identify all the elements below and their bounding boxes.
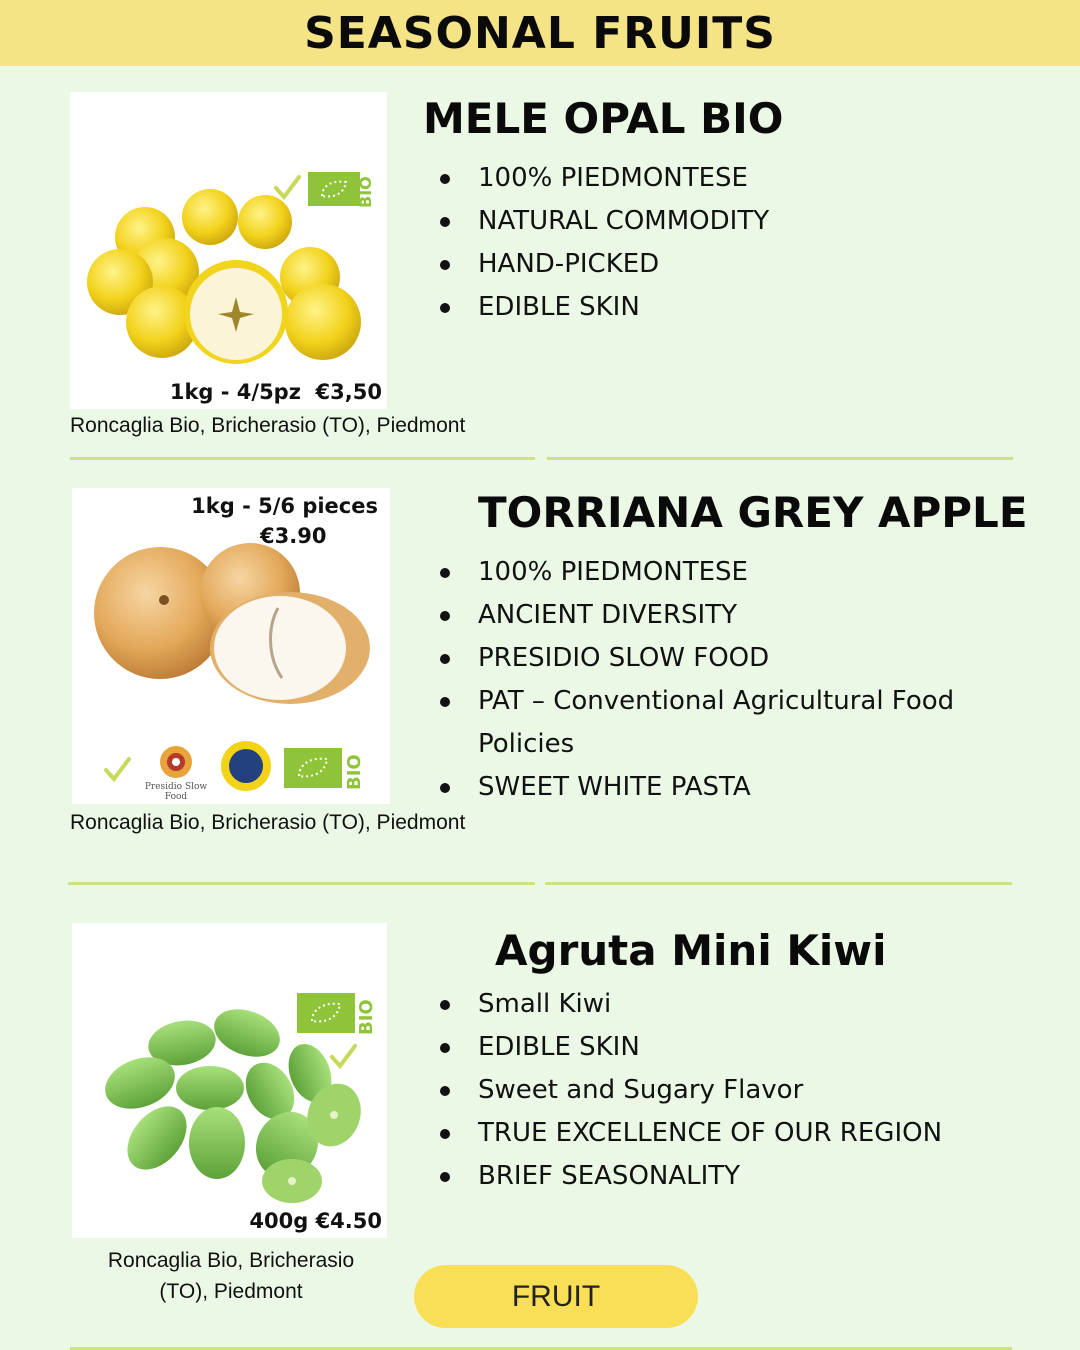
- feature-list: [432, 983, 1032, 1198]
- product-title: MELE OPAL BIO: [423, 94, 784, 143]
- feature-item: SWEET WHITE PASTA: [432, 766, 992, 809]
- divider: [545, 882, 1012, 885]
- price-label: 1kg - 5/6 pieces: [191, 494, 378, 518]
- price-value: €3.90: [260, 524, 327, 548]
- divider: [547, 457, 1013, 460]
- feature-item: HAND-PICKED: [432, 243, 1032, 286]
- producer-label: Roncaglia Bio, Bricherasio (TO), Piedmont: [70, 811, 466, 834]
- product-title: Agruta Mini Kiwi: [495, 926, 887, 975]
- feature-item: PAT – Conventional Agricultural Food Policies: [432, 680, 992, 766]
- price-label: 400g €4.50: [249, 1209, 382, 1233]
- bio-label: BIO: [344, 754, 365, 790]
- product-image-card: [70, 92, 387, 409]
- feature-item: EDIBLE SKIN: [432, 1026, 1032, 1069]
- feature-item: 100% PIEDMONTESE: [432, 551, 992, 594]
- feature-item: 100% PIEDMONTESE: [432, 157, 1032, 200]
- feature-item: TRUE EXCELLENCE OF OUR REGION: [432, 1112, 1032, 1155]
- bio-label: BIO: [356, 176, 375, 208]
- divider: [68, 882, 535, 885]
- page-header: [0, 0, 1080, 66]
- feature-item: Small Kiwi: [432, 983, 1032, 1026]
- product-image-card: [72, 488, 390, 804]
- check-icon: [272, 172, 302, 202]
- feature-item: Sweet and Sugary Flavor: [432, 1069, 1032, 1112]
- product-image-card: [72, 923, 387, 1238]
- check-icon: [328, 1041, 358, 1071]
- feature-item: BRIEF SEASONALITY: [432, 1155, 1032, 1198]
- eu-organic-leaf-icon: [284, 748, 342, 788]
- producer-line: Roncaglia Bio, Bricherasio: [107, 1249, 355, 1272]
- page-title: SEASONAL FRUITS: [304, 7, 776, 59]
- price-label: 1kg - 4/5pz €3,50: [169, 380, 382, 404]
- producer-label: [72, 1245, 390, 1307]
- check-icon: [102, 754, 132, 784]
- feature-list: [432, 157, 1032, 329]
- feature-list: [432, 551, 992, 809]
- eu-organic-leaf-icon: [297, 993, 355, 1033]
- divider: [70, 457, 535, 460]
- feature-item: ANCIENT DIVERSITY: [432, 594, 992, 637]
- bio-label: BIO: [356, 999, 377, 1035]
- producer-line: (TO), Piedmont: [159, 1280, 303, 1303]
- feature-item: PRESIDIO SLOW FOOD: [432, 637, 992, 680]
- opal-apples-image: [70, 92, 387, 409]
- fruit-button[interactable]: FRUIT: [414, 1265, 698, 1328]
- presidio-slow-food-text: Presidio Slow Food: [144, 782, 208, 802]
- product-title: TORRIANA GREY APPLE: [478, 488, 1028, 537]
- traditional-product-seal: [220, 740, 272, 792]
- presidio-slow-food-logo: [138, 742, 214, 802]
- mini-kiwi-image: [72, 923, 387, 1238]
- feature-item: EDIBLE SKIN: [432, 286, 1032, 329]
- feature-item: NATURAL COMMODITY: [432, 200, 1032, 243]
- producer-label: Roncaglia Bio, Bricherasio (TO), Piedmont: [70, 414, 466, 437]
- eu-organic-leaf-icon: [308, 172, 360, 206]
